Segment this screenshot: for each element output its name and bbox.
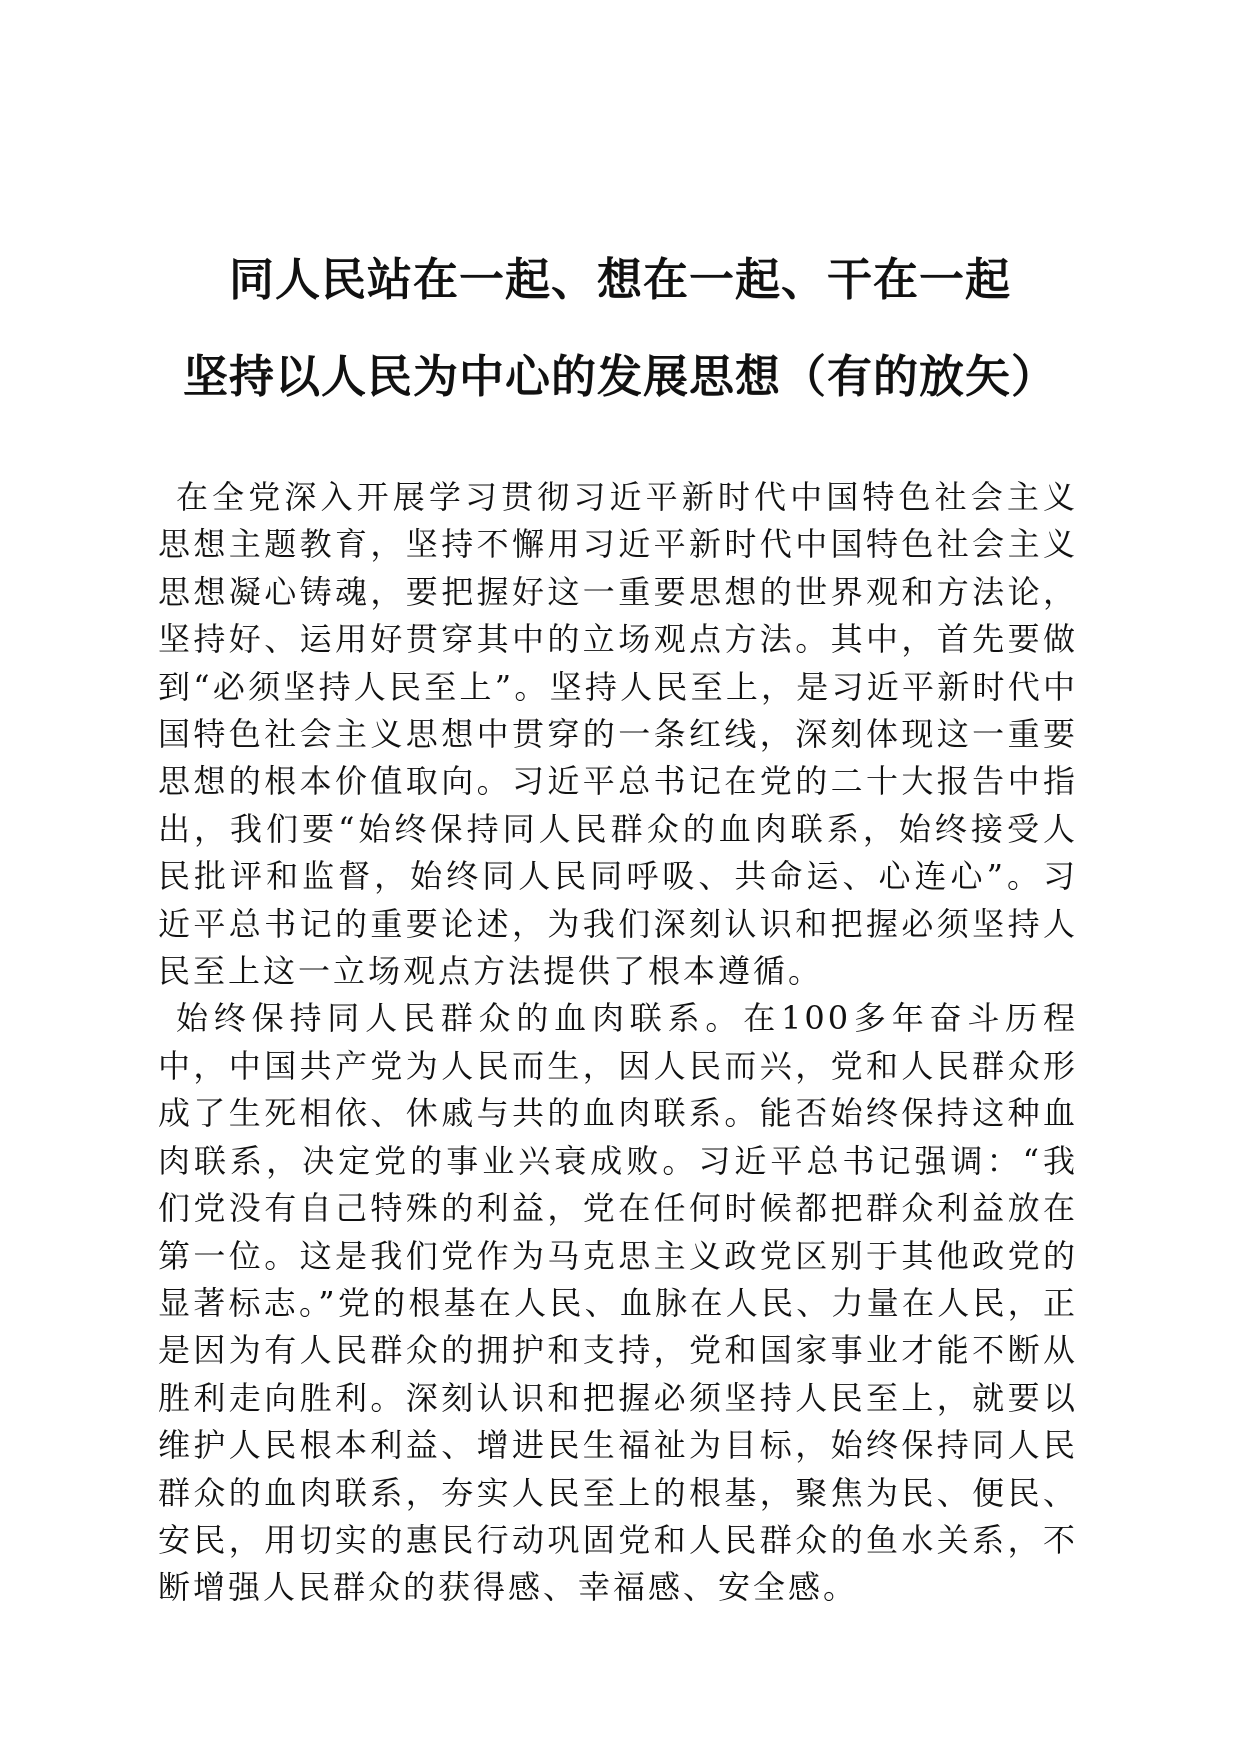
document-title [0, 248, 1240, 409]
title-line-1: 同人民站在一起、想在一起、干在一起 [228, 253, 1011, 306]
paragraph-2: 始终保持同人民群众的血肉联系。在100多年奋斗历程中，中国共产党为人民而生，因人民而兴，党和人民群众形成了生死相依、休戚与共的血肉联系。能否始终保持这种血肉联系，决定党的事业兴衰成败。习近平总书记强调：“我们党没有自己特殊的利益，党在任何时候都把群众利益放在第一位。这是我们党作为马克思主义政党区别于其他政党的显著标志。”党的根基在人民、血脉在人民、力量在人民，正是因为有人民群众的拥护和支持，党和国家事业才能不断从胜利走向胜利。深刻认识和把握必须坚持人民至上，就要以维护人民根本利益、增进民生福祉为目标，始终保持同人民群众的血肉联系，夯实人民至上的根基，聚焦为民、便民、安民，用切实的惠民行动巩固党和人民群众的鱼水关系，不断增强人民群众的获得感、幸福感、安全感。 [158, 999, 1078, 1607]
title-line-2: 坚持以人民为中心的发展思想（有的放矢） [182, 350, 1057, 403]
paragraph-1: 在全党深入开展学习贯彻习近平新时代中国特色社会主义思想主题教育，坚持不懈用习近平新时代中国特色社会主义思想凝心铸魂，要把握好这一重要思想的世界观和方法论，坚持好、运用好贯穿其中的立场观点方法。其中，首先要做到“必须坚持人民至上”。坚持人民至上，是习近平新时代中国特色社会主义思想中贯穿的一条红线，深刻体现这一重要思想的根本价值取向。习近平总书记在党的二十大报告中指出，我们要“始终保持同人民群众的血肉联系，始终接受人民批评和监督，始终同人民同呼吸、共命运、心连心”。习近平总书记的重要论述，为我们深刻认识和把握必须坚持人民至上这一立场观点方法提供了根本遵循。 [158, 478, 1078, 991]
document-body [158, 474, 1078, 1612]
